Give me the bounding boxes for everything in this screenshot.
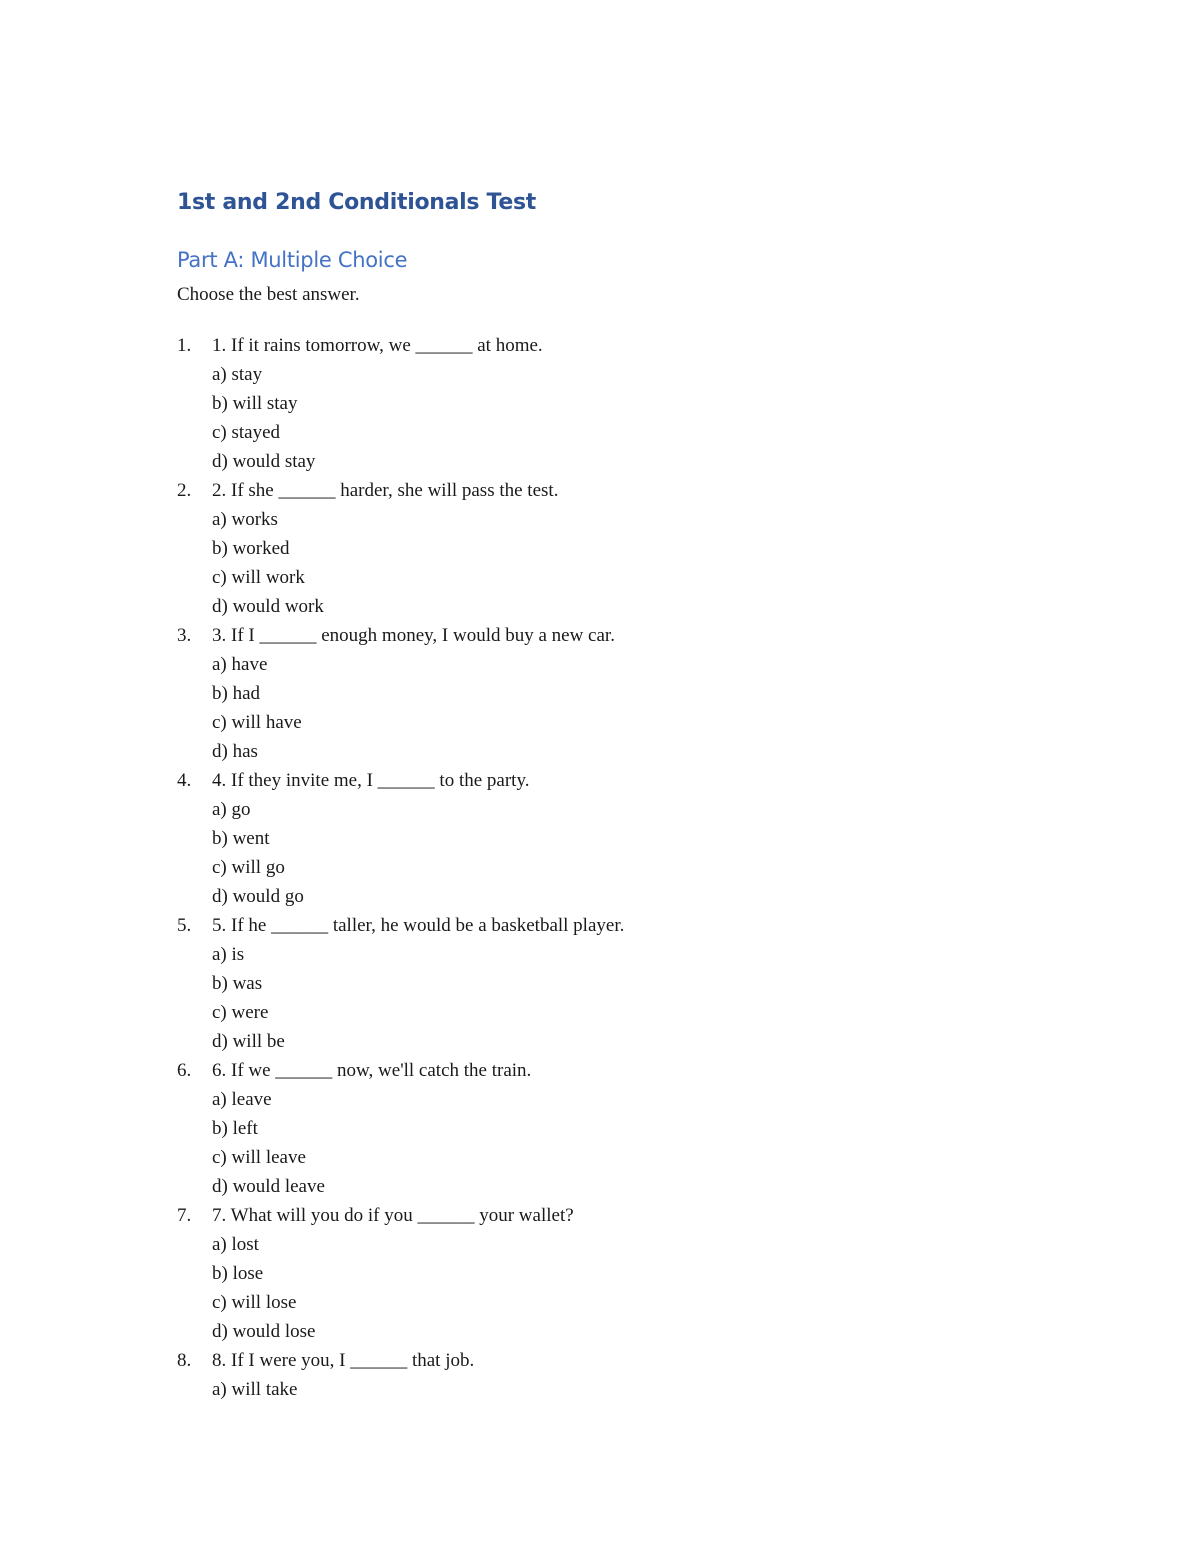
document-title: 1st and 2nd Conditionals Test [177,190,536,215]
option-list [177,1375,624,1404]
question-text: 8. If I were you, I ______ that job. [212,1350,475,1371]
section-heading: Part A: Multiple Choice [177,248,408,272]
question-text: 3. If I ______ enough money, I would buy a new car. [212,625,615,646]
option-list [177,505,624,621]
question-number: 1. [177,335,192,356]
answer-option: c) will lose [212,1292,297,1313]
question-text: 7. What will you do if you ______ your wallet? [212,1205,574,1226]
question-number: 6. [177,1060,192,1081]
answer-option: d) would lose [212,1321,316,1342]
answer-option: c) will leave [212,1147,306,1168]
question-item [177,1346,624,1404]
answer-option: a) leave [212,1089,272,1110]
answer-option: b) went [212,828,270,849]
question-number: 5. [177,915,192,936]
answer-option: b) will stay [212,393,298,414]
question-text: 1. If it rains tomorrow, we ______ at home. [212,335,543,356]
answer-option: a) have [212,654,268,675]
question-text: 6. If we ______ now, we'll catch the train. [212,1060,532,1081]
answer-option: a) go [212,799,251,820]
question-item [177,1056,624,1201]
answer-option: c) will work [212,567,305,588]
question-item [177,1201,624,1346]
answer-option: b) lose [212,1263,264,1284]
answer-option: d) would go [212,886,304,907]
answer-option: a) lost [212,1234,259,1255]
option-list [177,1085,624,1201]
answer-option: b) worked [212,538,290,559]
answer-option: c) stayed [212,422,281,443]
question-number: 2. [177,480,192,501]
question-item [177,476,624,621]
answer-option: d) has [212,741,258,762]
question-text: 4. If they invite me, I ______ to the party. [212,770,530,791]
question-text: 2. If she ______ harder, she will pass the test. [212,480,559,501]
answer-option: c) were [212,1002,269,1023]
option-list [177,1230,624,1346]
question-item [177,766,624,911]
question-item [177,331,624,476]
question-item [177,621,624,766]
question-number: 7. [177,1205,192,1226]
question-number: 4. [177,770,192,791]
instructions-text: Choose the best answer. [177,284,360,305]
answer-option: a) works [212,509,278,530]
option-list [177,940,624,1056]
answer-option: c) will go [212,857,285,878]
answer-option: a) will take [212,1379,298,1400]
answer-option: b) had [212,683,261,704]
answer-option: a) is [212,944,245,965]
question-number: 3. [177,625,192,646]
answer-option: d) would stay [212,451,316,472]
answer-option: c) will have [212,712,302,733]
option-list [177,360,624,476]
question-text: 5. If he ______ taller, he would be a basketball player. [212,915,625,936]
option-list [177,650,624,766]
answer-option: b) left [212,1118,258,1139]
answer-option: d) will be [212,1031,285,1052]
answer-option: d) would leave [212,1176,325,1197]
answer-option: d) would work [212,596,324,617]
answer-option: a) stay [212,364,263,385]
question-item [177,911,624,1056]
answer-option: b) was [212,973,263,994]
option-list [177,795,624,911]
question-list [177,331,624,1404]
question-number: 8. [177,1350,192,1371]
